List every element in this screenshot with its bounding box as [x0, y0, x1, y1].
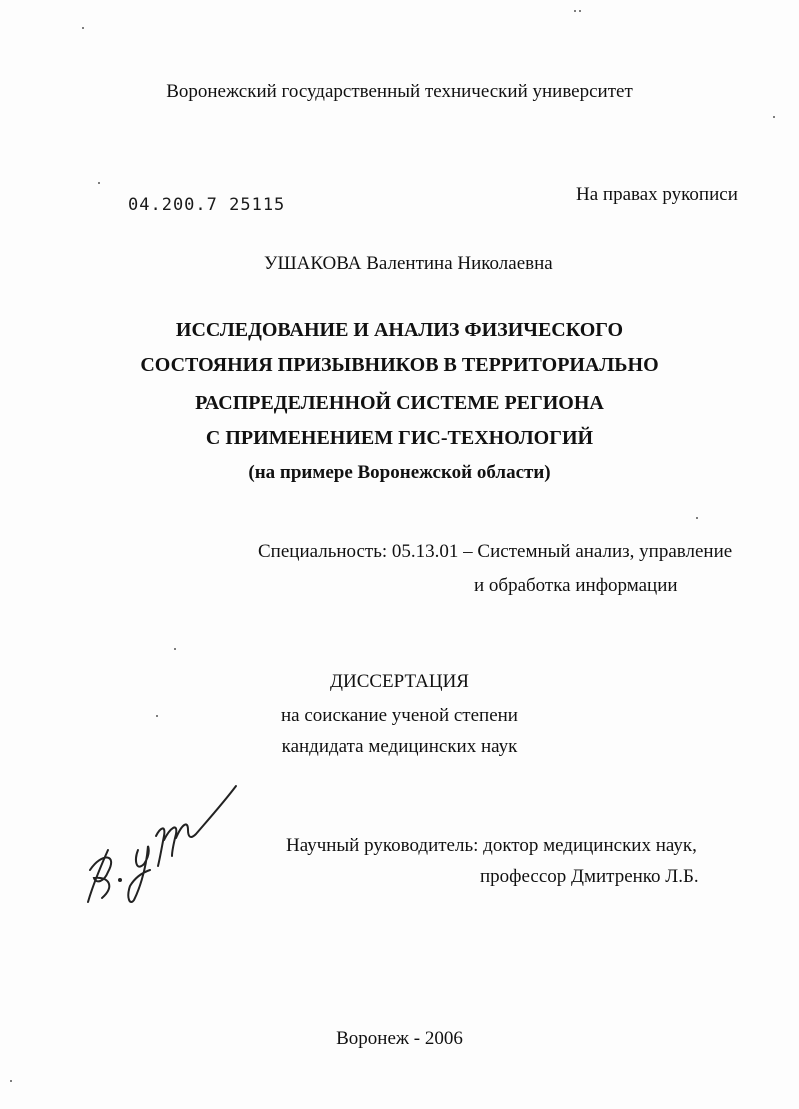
scan-speck: [10, 1080, 12, 1082]
signature-stroke: [88, 850, 111, 902]
handwritten-signature: [78, 780, 248, 910]
specialty-line-2: и обработка информации: [474, 575, 678, 596]
supervisor-line-2: профессор Дмитренко Л.Б.: [480, 866, 699, 887]
scan-speck: [773, 116, 775, 118]
degree-line-2: кандидата медицинских наук: [281, 736, 518, 757]
degree-line-1: на соискание ученой степени: [281, 705, 518, 726]
university-name: Воронежский государственный технический университет: [166, 81, 633, 102]
degree-type: ДИССЕРТАЦИЯ: [330, 671, 469, 692]
signature-dot: [118, 878, 122, 882]
manuscript-rights-label: На правах рукописи: [576, 184, 738, 205]
title-line-4: С ПРИМЕНЕНИЕМ ГИС-ТЕХНОЛОГИЙ: [205, 427, 594, 449]
registry-stamp: 04.200.7 25115: [128, 195, 286, 215]
title-line-3: РАСПРЕДЕЛЕННОЙ СИСТЕМЕ РЕГИОНА: [195, 392, 604, 414]
specialty-line-1: Специальность: 05.13.01 – Системный анализ, управление: [258, 541, 733, 562]
scan-speck: [98, 182, 100, 184]
title-line-2: СОСТОЯНИЯ ПРИЗЫВНИКОВ В ТЕРРИТОРИАЛЬНО: [140, 354, 659, 376]
city-year: Воронеж - 2006: [336, 1028, 463, 1049]
scan-speck: [174, 648, 176, 650]
author-name: УШАКОВА Валентина Николаевна: [264, 253, 553, 274]
title-line-1: ИССЛЕДОВАНИЕ И АНАЛИЗ ФИЗИЧЕСКОГО: [175, 319, 624, 341]
scan-speck: [82, 27, 84, 29]
scan-speck: [696, 517, 698, 519]
scan-speck: [579, 10, 581, 12]
title-subtitle: (на примере Воронежской области): [248, 462, 551, 483]
signature-stroke: [128, 846, 150, 902]
supervisor-line-1: Научный руководитель: доктор медицинских наук,: [286, 835, 697, 856]
scan-speck: [574, 10, 576, 12]
signature-stroke: [156, 786, 236, 866]
